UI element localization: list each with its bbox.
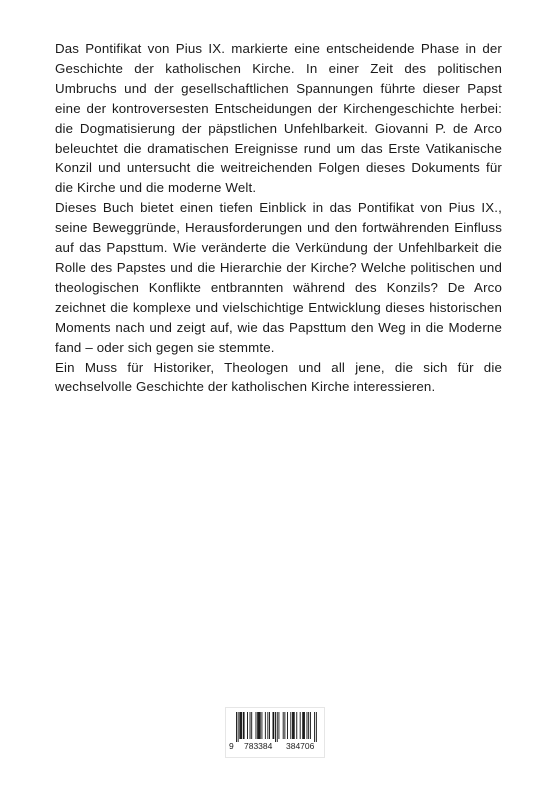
barcode-bar xyxy=(284,712,285,739)
blurb-paragraph-1: Das Pontifikat von Pius IX. markierte eine entscheidende Phase in der Geschichte der katholischen Kirche. In einer Zeit des politischen Umbruchs und der gesellschaftlichen Spannungen führte dieser Papst eine der kontroversesten Entscheidungen der Kirchengeschichte herbei: die Dogmatisierung der päpstlichen Unfehlbarkeit. Giovanni P. de Arco beleuchtet die dramatischen Ereignisse rund um das Erste Vatikanische Konzil und untersucht die weitreichenden Folgen dieses Dokuments für die Kirche und die moderne Welt. xyxy=(55,41,502,196)
barcode-prefix-digit: 9 xyxy=(229,741,234,751)
isbn-barcode xyxy=(225,707,325,758)
barcode-bar xyxy=(290,712,291,739)
barcode-bar xyxy=(314,712,315,742)
barcode-bar xyxy=(277,712,278,742)
blurb-paragraph-2: Dieses Buch bietet einen tiefen Einblick in das Pontifikat von Pius IX., seine Beweggründe, Herausforderungen und den fortwährenden Einfluss auf das Papsttum. Wie veränderte die Verkündung der Unfehlbarkeit die Rolle des Papstes und die Hierarchie der Kirche? Welche politischen und theologischen Konflikte entbrannten während des Konzils? De Arco zeichnet die komplexe und vielschichtige Entwicklung dieses historischen Moments nach und zeigt auf, wie das Papsttum den Weg in die Moderne fand – oder sich gegen sie stemmte. xyxy=(55,200,502,355)
barcode-bar xyxy=(262,712,263,739)
barcode-bar xyxy=(302,712,303,739)
blurb-text xyxy=(55,39,502,397)
barcode-bar xyxy=(273,712,274,739)
barcode-bar xyxy=(296,712,297,739)
barcode-bar xyxy=(287,712,288,739)
barcode-bar xyxy=(241,712,242,739)
barcode-bar xyxy=(293,712,294,739)
barcode-bar xyxy=(308,712,309,739)
blurb-paragraph-3: Ein Muss für Historiker, Theologen und all jene, die sich für die wechselvolle Geschichte der katholischen Kirche interessieren. xyxy=(55,359,502,395)
barcode-bar xyxy=(256,712,257,739)
barcode-bar xyxy=(292,712,293,739)
barcode-bar xyxy=(310,712,311,739)
barcode-bar xyxy=(307,712,308,739)
barcode-digits xyxy=(229,741,321,751)
barcode-bar xyxy=(275,712,276,742)
barcode-bar xyxy=(283,712,284,739)
barcode-bar xyxy=(259,712,260,739)
barcode-bar xyxy=(316,712,317,742)
barcode-bar xyxy=(243,712,244,739)
barcode-left-digits: 783384 xyxy=(244,741,273,751)
barcode-bar xyxy=(260,712,261,739)
barcode-bar xyxy=(279,712,280,739)
barcode-bar xyxy=(239,712,240,739)
barcode-bar xyxy=(300,712,301,739)
barcode-bar xyxy=(269,712,270,739)
barcode-bar xyxy=(238,712,239,742)
barcode-bar xyxy=(303,712,304,739)
barcode-bar xyxy=(247,712,248,739)
barcode-bar xyxy=(294,712,295,739)
barcode-bar xyxy=(240,712,241,739)
barcode-bar xyxy=(257,712,258,739)
barcode-bar xyxy=(304,712,305,739)
barcode-bar xyxy=(265,712,266,739)
barcode-bar xyxy=(267,712,268,739)
barcode-bars xyxy=(229,712,321,742)
barcode-bar xyxy=(236,712,237,742)
barcode-right-digits: 384706 xyxy=(286,741,315,751)
barcode-bar xyxy=(250,712,251,739)
barcode-bar xyxy=(258,712,259,739)
barcode-bar xyxy=(244,712,245,739)
barcode-bar xyxy=(251,712,252,739)
barcode-bar xyxy=(273,712,274,739)
